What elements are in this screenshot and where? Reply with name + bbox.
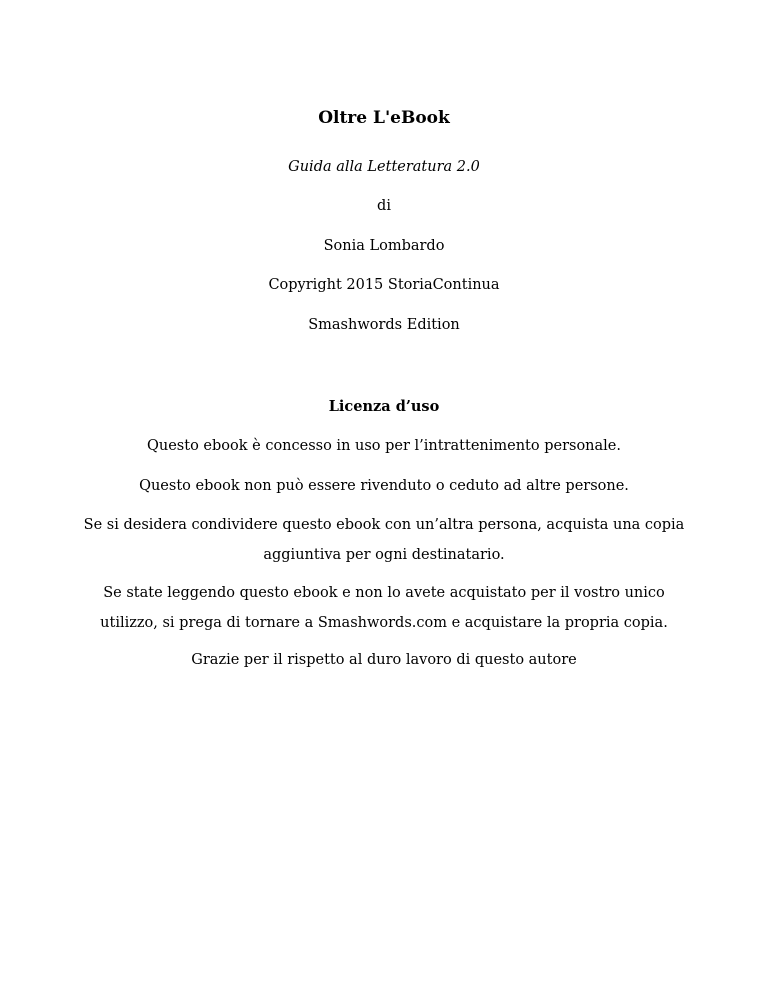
author-name: Sonia Lombardo	[323, 238, 445, 254]
copyright-notice: Copyright 2015 StoriaContinua	[268, 277, 500, 293]
license-paragraph: Questo ebook è concesso in uso per l’intrattenimento personale.	[147, 438, 621, 454]
license-paragraph: Questo ebook non può essere rivenduto o ceduto ad altre persone.	[139, 478, 629, 494]
book-subtitle: Guida alla Letteratura 2.0	[288, 159, 480, 175]
edition-label: Smashwords Edition	[308, 317, 460, 333]
book-title: Oltre L'eBook	[318, 108, 450, 128]
license-heading: Licenza d’uso	[328, 398, 440, 415]
license-paragraph: Se state leggendo questo ebook e non lo avete acquistato per il vostro unico utilizzo, si prega di tornare a Smashwords.com e acquistare la propria copia.	[100, 585, 668, 631]
license-paragraph: Se si desidera condividere questo ebook con un’altra persona, acquista una copia aggiuntiva per ogni destinatario.	[83, 517, 685, 563]
by-label: di	[377, 198, 391, 214]
license-paragraph: Grazie per il rispetto al duro lavoro di questo autore	[191, 652, 577, 668]
